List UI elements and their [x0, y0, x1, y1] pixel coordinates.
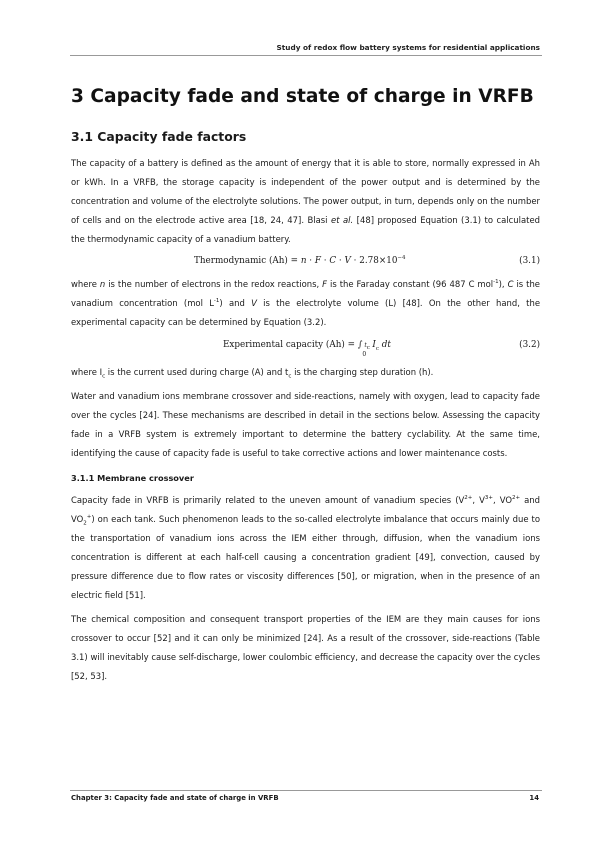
equation-3-1-number: (3.1): [519, 256, 540, 266]
page-number: 14: [529, 794, 539, 802]
paragraph-iem-properties: The chemical composition and consequent transport properties of the IEM are they main causes for ions crossover to occur [52] and it can only be minimized [24]. As a result of the crossover, side-reactions (Table 3.1) will inevitably cause self-discharge, lower coulombic efficiency, and decrease the capacity over the cycles [52, 53].: [71, 614, 540, 681]
paragraph-capacity-definition: The capacity of a battery is defined as the amount of energy that it is able to store, normally expressed in Ah or kWh. In a VRFB, the storage capacity is independent of the power output and is determined by the concentration and volume of the electrolyte solutions. The power output, in turn, depends only on the number of cells and on the electrode active area [18, 24, 47]. Blasi et al. [48] proposed Equation (3.1) to calculated the thermodynamic capacity of a vanadium battery.: [71, 158, 540, 244]
footer-chapter-title: Chapter 3: Capacity fade and state of charge in VRFB: [71, 794, 279, 802]
paragraph-capacity-fade: Water and vanadium ions membrane crossover and side-reactions, namely with oxygen, lead to capacity fade over the cycles [24]. These mechanisms are described in detail in the sections below. Assessing the capacity fade in a VRFB system is extremely important to determine the battery cyclability. At the same time, identifying the cause of capacity fade is useful to take corrective actions and lower maintenance costs.: [71, 391, 540, 458]
header-rule: [70, 55, 542, 56]
section-heading: 3.1 Capacity fade factors: [71, 129, 247, 144]
paragraph-membrane-crossover: Capacity fade in VRFB is primarily related to the uneven amount of vanadium species ($V^{2+}$, $V^{3+}$, $VO^{2+}$ and $VO_2^+$) on each tank. Such phenomenon leads to the so-called electrolyte imbalance that occurs mainly due to the transportation of vanadium ions across the IEM either through, diffusion, when the vanadium ions concentration is different at each half-cell causing a concentration gradient [49], convection, caused by pressure difference due to flow rates or viscosity differences [50], or migration, when in the presence of an electric field [51].: [71, 495, 540, 600]
running-header: Study of redox flow battery systems for residential applications: [276, 43, 540, 52]
main-content: [71, 82, 540, 686]
paragraph-current-definition: where $I_c$ is the current used during charge (A) and $t_c$ is the charging step duration (h).: [71, 367, 434, 380]
footer-rule: [70, 790, 542, 791]
equation-3-1: [71, 252, 540, 274]
equation-3-2-number: (3.2): [519, 340, 540, 350]
equation-3-1-expression: Thermodynamic $(Ah) = n \cdot F \cdot C \cdot V \cdot 2.78\times 10^{-4}$: [194, 255, 406, 266]
chapter-heading: 3 Capacity fade and state of charge in VRFB: [71, 86, 534, 107]
equation-3-2-expression: Experimental capacity (Ah) = ∫ $t_c$ 0 $I_c$ dt: [223, 340, 391, 358]
paragraph-variable-definitions: where n is the number of electrons in the redox reactions, F is the Faraday constant (96 487 C mol$^{-1}$), C is the vanadium concentration (mol $L^{-1}$) and V is the electrolyte volume (L) [48]. On the other hand, the experimental capacity can be determined by Equation (3.2).: [71, 279, 541, 327]
subsection-heading: 3.1.1 Membrane crossover: [71, 473, 194, 483]
equation-3-2: [71, 336, 540, 360]
